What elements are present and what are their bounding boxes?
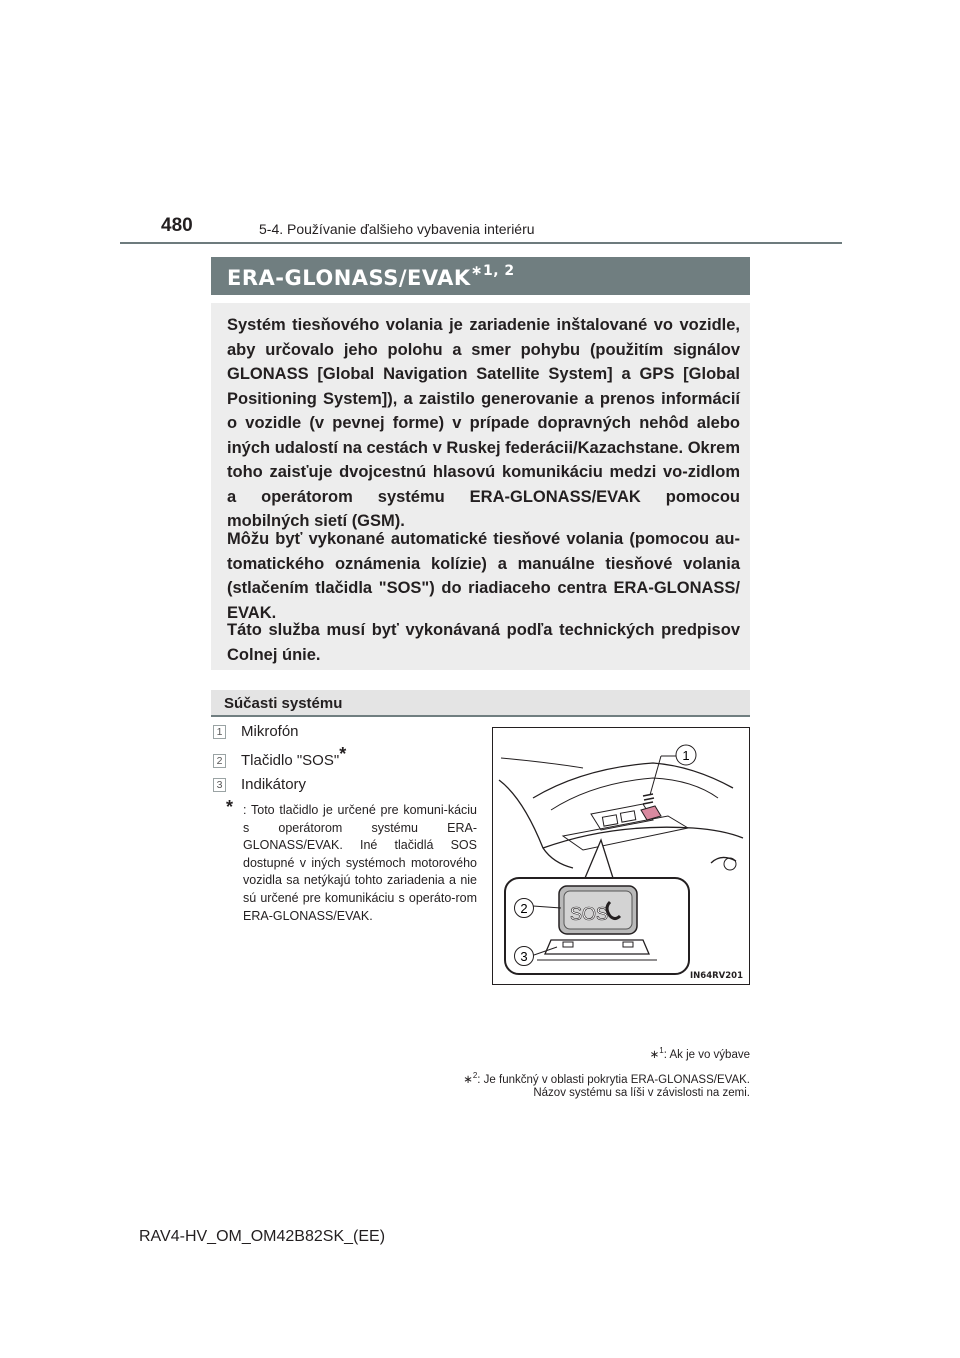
note-asterisk: *: [226, 797, 234, 817]
overhead-console-illustration: [493, 728, 750, 985]
title-text: ERA-GLONASS/EVAK: [227, 266, 471, 290]
page-title: [227, 265, 515, 290]
footnote-2-text: : Je funkčný v oblasti pokrytia ERA-GLONASS/EVAK.: [477, 1073, 750, 1086]
header-divider: [120, 242, 842, 244]
figure-code: IN64RV201: [690, 971, 743, 981]
callout-2: 2: [520, 901, 528, 916]
components-heading: Súčasti systému: [224, 695, 343, 712]
title-asterisk: ∗: [470, 263, 483, 279]
title-superscript: 1, 2: [482, 263, 515, 279]
sos-button-label: SOS: [569, 904, 609, 924]
section-title: 5-4. Používanie ďalšieho vybavenia interiéru: [259, 221, 535, 237]
list-item: [213, 744, 347, 771]
document-code: RAV4-HV_OM_OM42B82SK_(EE): [139, 1228, 386, 1245]
sos-note: : Toto tlačidlo je určené pre komuni-káciu s operátorom systému ERA-GLONASS/EVAK. Iné tlačidlá SOS dostupné v iných systémoch motorového vozidla sa netýkajú tohto zariadenia a nie sú určené pre komunikáciu s operáto-rom ERA-GLONASS/EVAK.: [243, 803, 477, 923]
page-number: 480: [161, 215, 193, 236]
intro-paragraph: Môžu byť vykonané automatické tiesňové volania (pomocou au-tomatického oznámenia kolízie) a manuálne tiesňové volania (stlačením tlačidla "SOS") do riadiaceho centra ERA-GLONASS/ EVAK.: [227, 530, 740, 622]
intro-paragraph: Táto služba musí byť vykonávaná podľa technických predpisov Colnej únie.: [227, 621, 740, 664]
list-item: [213, 723, 299, 740]
footnote-1-sup: 1: [659, 1046, 664, 1055]
intro-box: [211, 303, 750, 670]
intro-paragraph: Systém tiesňového volania je zariadenie inštalované vo vozidle, aby určovalo jeho polohu a smer pohybu (použitím signálov GLONASS [Global Navigation Satellite System] a GPS [Global Positioning System]), a zaistilo generovanie a prenos informácií o vozidle (v pevnej forme) v prípade dopravných nehôd alebo iných udalostí na cestách v Ruskej federácii/Kazachstane. Okrem toho zaisťuje dvojcestnú hlasovú komunikáciu medzi vo-zidlom a operátorom systému ERA-GLONASS/EVAK pomocou mobilných sietí (GSM).: [227, 316, 740, 530]
list-item: [213, 776, 306, 793]
callout-1: 1: [682, 748, 690, 763]
footnote-2: [463, 1071, 750, 1086]
footnote-1-text: : Ak je vo výbave: [663, 1048, 750, 1061]
item-number: 3: [213, 778, 226, 792]
item-label: Mikrofón: [241, 723, 299, 740]
item-number: 2: [213, 754, 226, 768]
footnote-1: [650, 1046, 750, 1061]
footnote-2-continuation: Názov systému sa líši v závislosti na zemi.: [533, 1087, 750, 1099]
components-heading-bar: [211, 690, 750, 717]
title-bar: [211, 257, 750, 295]
item-number: 1: [213, 725, 226, 739]
item-asterisk: *: [339, 744, 347, 764]
item-label: Tlačidlo "SOS": [241, 752, 340, 769]
figure-illustration: [492, 727, 750, 985]
footnote-2-sup: 2: [472, 1071, 478, 1080]
footnote-1-marker: ∗: [649, 1048, 660, 1061]
footnote-2-marker: ∗: [463, 1073, 473, 1086]
item-label: Indikátory: [241, 776, 307, 793]
callout-3: 3: [520, 949, 528, 964]
